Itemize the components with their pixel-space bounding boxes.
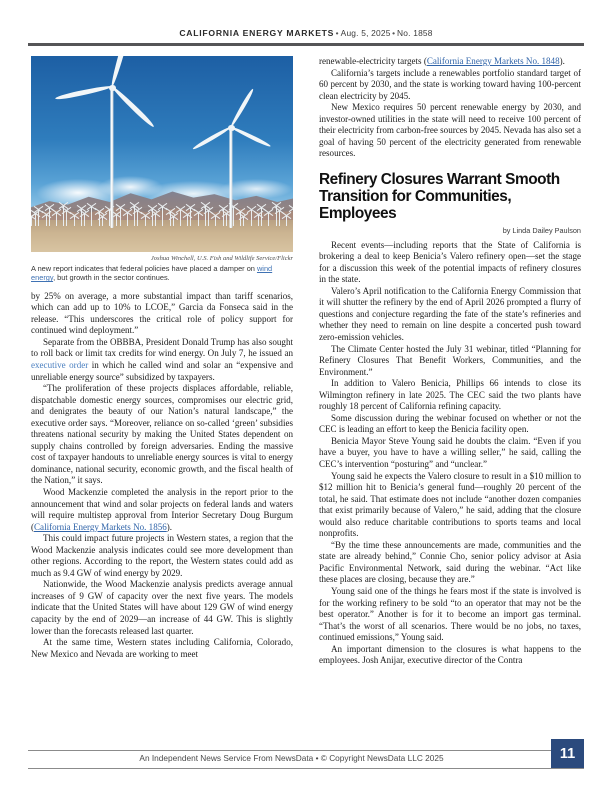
photo-background-turbine bbox=[261, 207, 262, 226]
photo-background-turbine bbox=[268, 212, 269, 226]
photo-background-turbine bbox=[173, 216, 174, 226]
photo-turbine-primary bbox=[105, 56, 119, 228]
photo-credit: Joshua Winchell, U.S. Fish and Wildlife Service/Flickr bbox=[150, 254, 293, 262]
link-cem-1856[interactable]: California Energy Markets No. 1856 bbox=[34, 521, 167, 532]
paragraph: Young said one of the things he fears most if the state is involved is for the working refinery to be sold “to an operator that may not be the best operator.” Another is for it to become an import gas terminal. “That’s the worst of all scenarios. There would be no jobs, no taxes, continued emissions,” Young said. bbox=[319, 585, 581, 643]
paragraph: New Mexico requires 50 percent renewable energy by 2030, and investor-owned utilities in the state will need to receive 100 percent of their electricity from carbon-free sources by 2045. Nevada has also set a goal of having 50 percent of the electricity generated from renewable resources. bbox=[319, 102, 581, 159]
photo-background-turbine bbox=[198, 212, 199, 226]
header-rule bbox=[28, 43, 584, 46]
paragraph: “By the time these announcements are made, communities and the state are already behind,” Connie Cho, senior policy advisor at Asia Pacific Environmental Network, said during the webinar. “Act like these places are closing, because they are.” bbox=[319, 539, 581, 585]
paragraph-text-after: in which he called wind and solar an “expensive and unreliable energy source” subsidized by taxpayers. bbox=[31, 359, 293, 382]
paragraph: Nationwide, the Wood Mackenzie analysis predicts average annual increases of 9 GW of capacity over the next five years. The models indicate that the United States will have about 129 GW of wind energy capacity by the end of 2029—an increase of 44 GW. This is slightly lower than the forecasts released last quarter. bbox=[31, 579, 293, 636]
photo-background-turbine bbox=[208, 210, 209, 226]
photo-background-turbine bbox=[127, 212, 128, 226]
publication-title: CALIFORNIA ENERGY MARKETS bbox=[179, 28, 335, 38]
issue-date: Aug. 5, 2025 bbox=[340, 28, 391, 38]
issue-number: No. 1858 bbox=[397, 28, 433, 38]
photo-caption bbox=[31, 264, 293, 283]
paragraph-text-before: Separate from the OBBBA, President Donald Trump has also sought to roll back or limit tax credits for wind energy. On July 7, he issued an bbox=[31, 336, 293, 359]
link-cem-1848[interactable]: California Energy Markets No. 1848 bbox=[426, 56, 560, 66]
photo-background-turbine bbox=[190, 207, 191, 226]
photo-background-turbine bbox=[84, 213, 85, 226]
paragraph-text-after: ). bbox=[166, 521, 173, 532]
paragraph: Valero’s April notification to the California Energy Commission that it will shutter the refinery by the end of April 2026 prompted a flurry of questions and conjecture regarding the fate of the state’s refineries and whether they need to remain on line despite a concerted push toward zero-emission vehicles. bbox=[319, 285, 581, 342]
paragraph: At the same time, Western states including California, Colorado, New Mexico and Nevada are working to meet bbox=[31, 637, 293, 659]
paragraph: “The proliferation of these projects displaces affordable, reliable, dispatchable domestic energy sources, compromises our electric grid, and denigrates the beauty of our Nation’s natural landscape,” the executive order says. “Moreover, reliance on so-called ‘green’ subsidies threatens national security by making the United States dependent on supply chains controlled by foreign adversaries. Ending the massive cost of taxpayer handouts to unreliable energy sources is vital to energy dominance, national security, economic growth, and the fiscal health of the Nation,” it says. bbox=[31, 383, 293, 486]
article-byline: by Linda Dailey Paulson bbox=[502, 225, 581, 235]
paragraph-text-before: Wood Mackenzie completed the analysis in the report prior to the announcement that wind and solar projects on federal lands and waters will require multistep approval from Interior Secretary Doug Burgum ( bbox=[31, 486, 293, 532]
paragraph: This could impact future projects in Western states, a region that the Wood Mackenzie analysis indicates could see more development than other regions. According to the report, the Western states could add as much as 9.4 GW of wind energy by 2029. bbox=[31, 533, 293, 578]
left-column bbox=[31, 56, 293, 660]
paragraph: California’s targets include a renewables portfolio standard target of 60 percent by 2030, and the state is working toward having 100-percent clean electricity by 2045. bbox=[319, 67, 581, 101]
photo-background-turbine bbox=[258, 214, 259, 226]
paragraph: An important dimension to the closures is what happens to the employees. Josh Anijar, executive director of the Contra bbox=[319, 643, 581, 666]
running-head bbox=[28, 28, 584, 38]
photo-background-turbine bbox=[162, 206, 163, 226]
photo-background-turbine bbox=[46, 214, 47, 226]
photo-background-turbine bbox=[102, 216, 103, 226]
paragraph-text-after: ). bbox=[559, 56, 565, 66]
caption-text-after: , but growth in the sector continues. bbox=[53, 273, 170, 283]
photo-background-turbine bbox=[251, 209, 252, 226]
footer-text: An Independent News Service From NewsData • © Copyright NewsData LLC 2025 bbox=[139, 753, 444, 763]
photo-turbine-field bbox=[31, 190, 293, 226]
paragraph: In addition to Valero Benicia, Phillips 66 intends to close its Wilmington refinery in late 2025. The CEC said the two plants have roughly 18 percent of California refining capacity. bbox=[319, 378, 581, 412]
photo-background-turbine bbox=[91, 206, 92, 226]
photo-background-turbine bbox=[31, 216, 32, 226]
link-executive-order[interactable]: executive order bbox=[31, 359, 89, 370]
runhead-separator-1: • bbox=[335, 28, 340, 38]
photo-background-turbine bbox=[56, 212, 57, 226]
paragraph bbox=[31, 487, 293, 533]
photo-background-turbine bbox=[66, 210, 67, 226]
footer-rule-bottom bbox=[28, 768, 584, 769]
page-number: 11 bbox=[551, 739, 584, 768]
photo-background-turbine bbox=[137, 210, 138, 226]
photo-turbine-secondary bbox=[225, 98, 237, 228]
right-column bbox=[319, 56, 581, 667]
photo-background-turbine bbox=[286, 215, 287, 226]
left-column-body bbox=[31, 291, 293, 661]
photo-background-turbine bbox=[187, 214, 188, 226]
paragraph bbox=[319, 56, 581, 68]
photo-background-turbine bbox=[120, 207, 121, 226]
paragraph: Some discussion during the webinar focused on whether or not the CEC is leading an effort to keep the Benicia facility open. bbox=[319, 412, 581, 435]
runhead-separator-2: • bbox=[392, 28, 396, 38]
footer-rule-top bbox=[28, 750, 584, 751]
article-photo-block bbox=[31, 56, 293, 283]
wind-turbine-photo bbox=[31, 56, 293, 252]
paragraph: Benicia Mayor Steve Young said he doubts the claim. “Even if you have a buyer, you have to have a willing seller,” he said, calling the CEC’s intervention “posturing” and “unclear.” bbox=[319, 435, 581, 469]
photo-background-turbine bbox=[155, 213, 156, 226]
paragraph-text-before: renewable-electricity targets ( bbox=[319, 56, 427, 66]
caption-text-before: A new report indicates that federal policies have placed a damper on bbox=[31, 263, 257, 273]
caption-link-wind-energy[interactable]: wind energy bbox=[31, 263, 273, 283]
photo-background-turbine bbox=[35, 213, 36, 226]
photo-background-turbine bbox=[49, 207, 50, 226]
paragraph: Recent events—including reports that the State of California is brokering a deal to keep Benicia’s Valero refinery open—set the stage for a discussion this week of the potential impacts of refinery closures in the state. bbox=[319, 239, 581, 285]
paragraph bbox=[31, 337, 293, 383]
paragraph: by 25% on average, a more substantial impact than tariff scenarios, which can add up to 10% to LCOE,” Garcia da Fonseca said in the release. “This underscores the critical role of policy support for continued wind deployment.” bbox=[31, 290, 293, 336]
paragraph: The Climate Center hosted the July 31 webinar, titled “Planning for Refinery Closures That Benefit Workers, Communities, and the Environment.” bbox=[319, 343, 581, 377]
paragraph: Young said he expects the Valero closure to result in a $10 million to $12 million hit to Benicia’s general fund—roughly 20 percent of the total, he said. That estimate does not include “another dozen companies that exist primarily because of Valero,” he said, adding that the closure would also reduce charitable contributions to sports teams and local nonprofits. bbox=[319, 470, 581, 539]
photo-background-turbine bbox=[145, 215, 146, 226]
photo-background-turbine bbox=[74, 215, 75, 226]
photo-background-turbine bbox=[279, 210, 280, 226]
article-headline: Refinery Closures Warrant Smooth Transition for Communities, Employees bbox=[319, 170, 560, 223]
photo-background-turbine bbox=[243, 216, 244, 226]
photo-background-turbine bbox=[215, 215, 216, 226]
photo-background-turbine bbox=[180, 209, 181, 226]
